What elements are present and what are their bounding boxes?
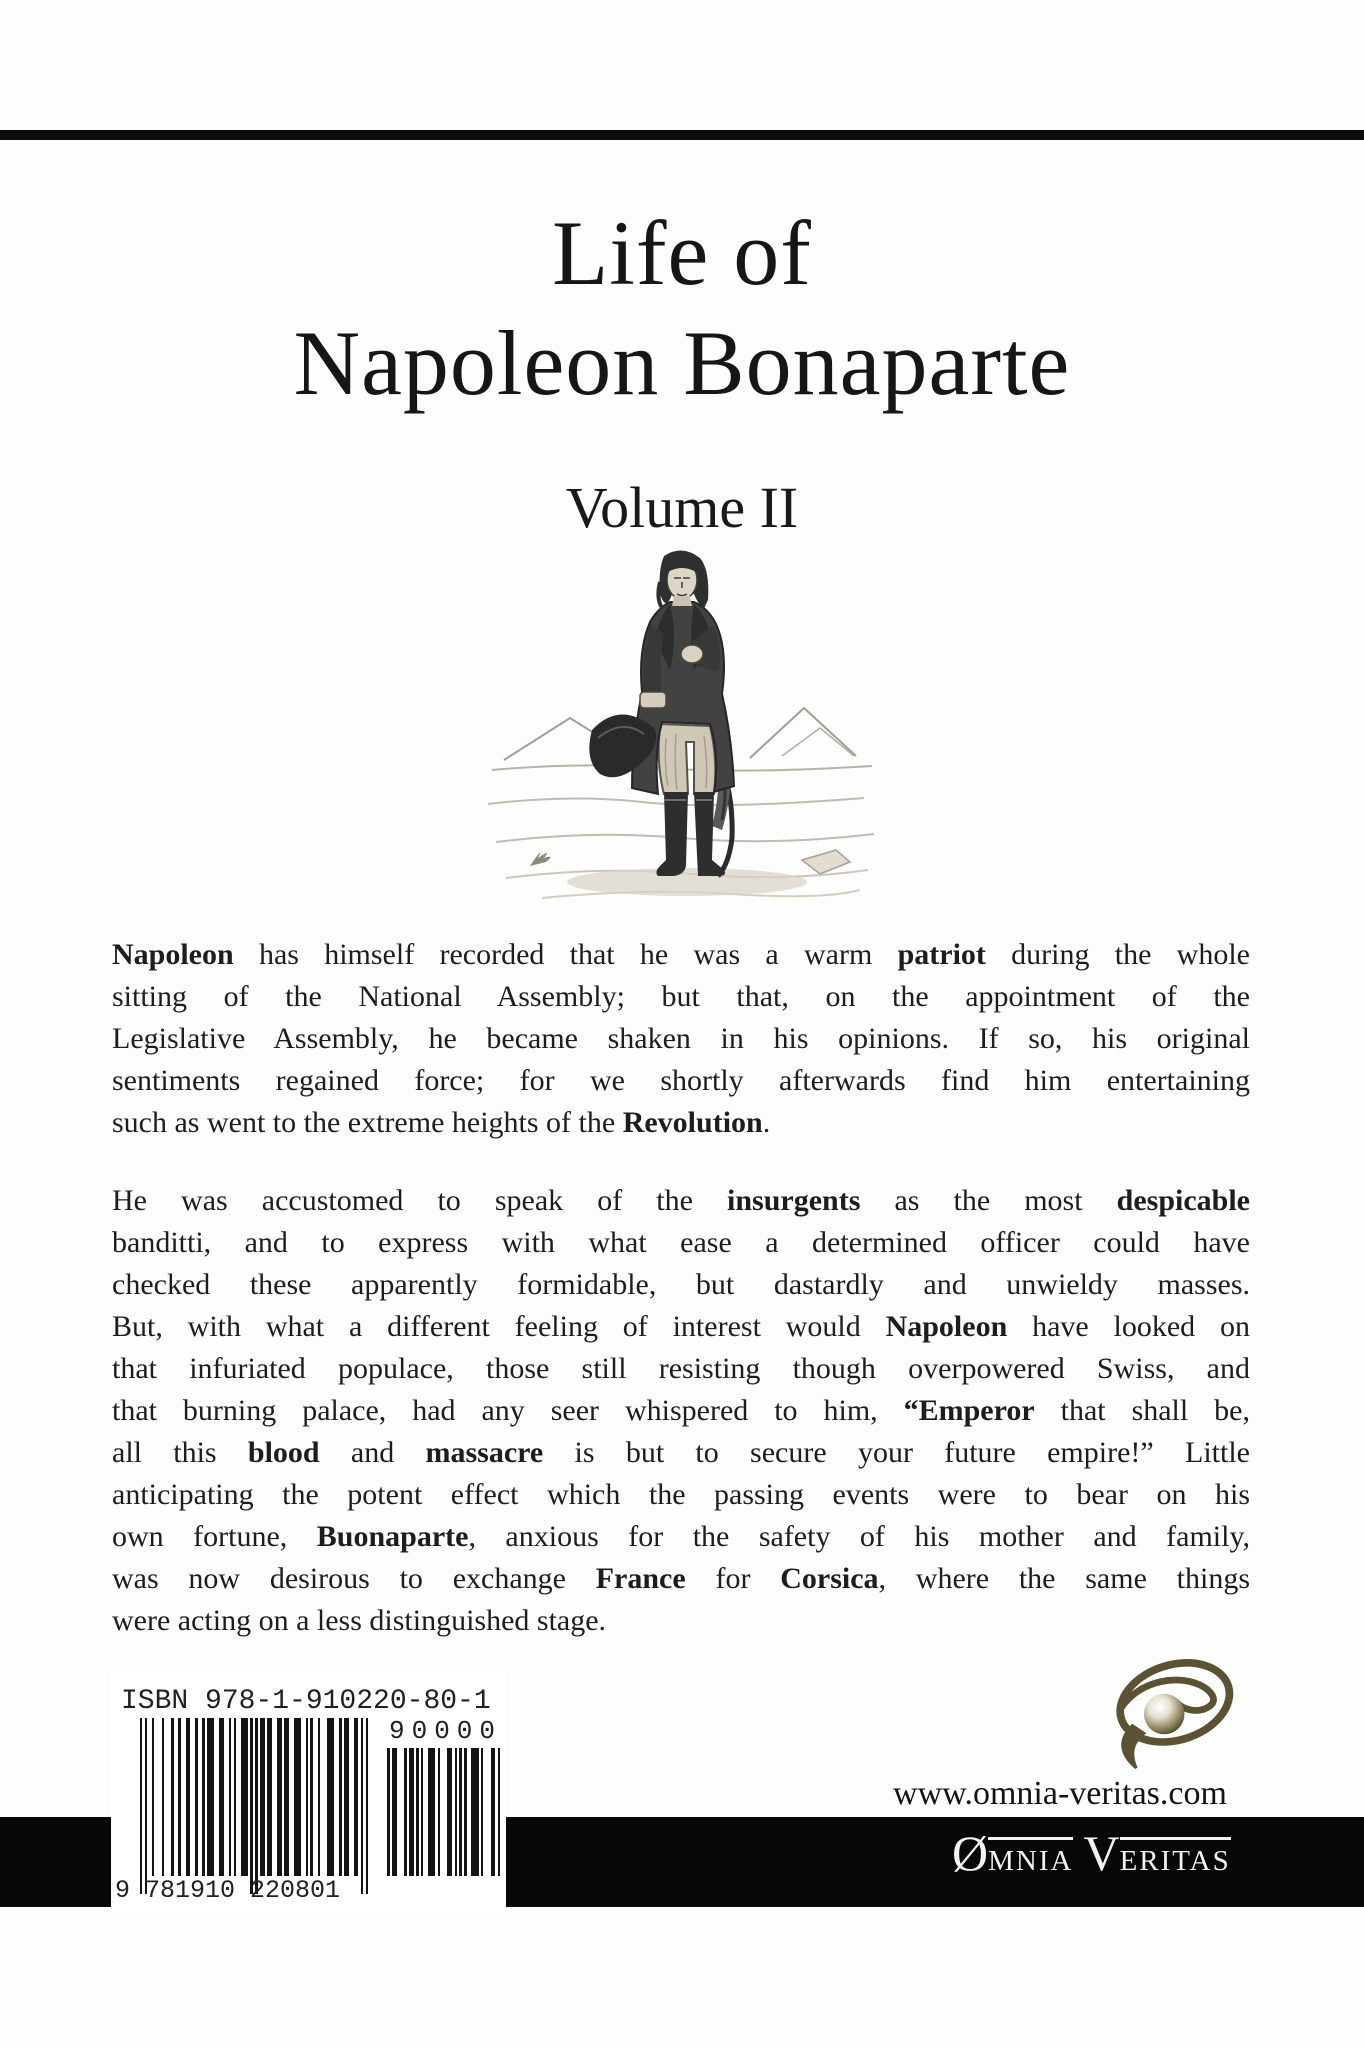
ean13-barcode [140,1718,369,1894]
book-title-line1: Life of [552,202,812,304]
wordmark-mnia: MNIA [988,1837,1073,1878]
paragraph-1: Napoleon has himself recorded that he was a warm patriot during the whole sitting of the National Assembly; but that, on the appointment of the Legislative Assembly, he became shaken in his opinions. If so, his original sentiments regained force; for we shortly afterwards find him entertaining such as went to the extreme heights of the Revolution. [112,938,1250,1139]
wordmark-letter-v: V [1083,1825,1120,1881]
ean5-addon-barcode [385,1748,501,1876]
isbn-barcode-block [111,1672,506,1912]
omnia-veritas-eye-logo [1088,1650,1252,1778]
isbn-number-label: ISBN 978-1-910220-80-1 [121,1686,491,1717]
napoleon-engraving-illustration [482,542,882,914]
top-rule [0,130,1364,140]
volume-subtitle: Volume II [565,475,799,540]
omnia-veritas-wordmark [952,1825,1231,1881]
paragraph-2: He was accustomed to speak of the insurgents as the most despicable banditti, and to express with what ease a determined officer could have checked these apparently formidable, but dastardly and unwieldy masses. But, with what a different feeling of interest would Napoleon have looked on that infuriated populace, those still resisting though overpowered Swiss, and that burning palace, had any seer whispered to him, “Emperor that shall be, all this blood and massacre is but to secure your future empire!” Little anticipating the potent effect which the passing events were to bear on his own fortune, Buonaparte, anxious for the safety of his mother and family, was now desirous to exchange France for Corsica, where the same things were acting on a less distinguished stage. [112,1184,1251,1637]
barcode-digits: 9 781910 220801 [115,1876,341,1905]
publisher-website-link[interactable]: www.omnia-veritas.com [893,1775,1227,1812]
wordmark-letter-o: Ø [952,1825,989,1881]
book-title-line2: Napoleon Bonaparte [293,312,1071,414]
barcode-addon-price-code: 90000 [389,1716,503,1746]
book-title [0,198,1364,418]
wordmark-eritas: ERITAS [1120,1837,1231,1878]
